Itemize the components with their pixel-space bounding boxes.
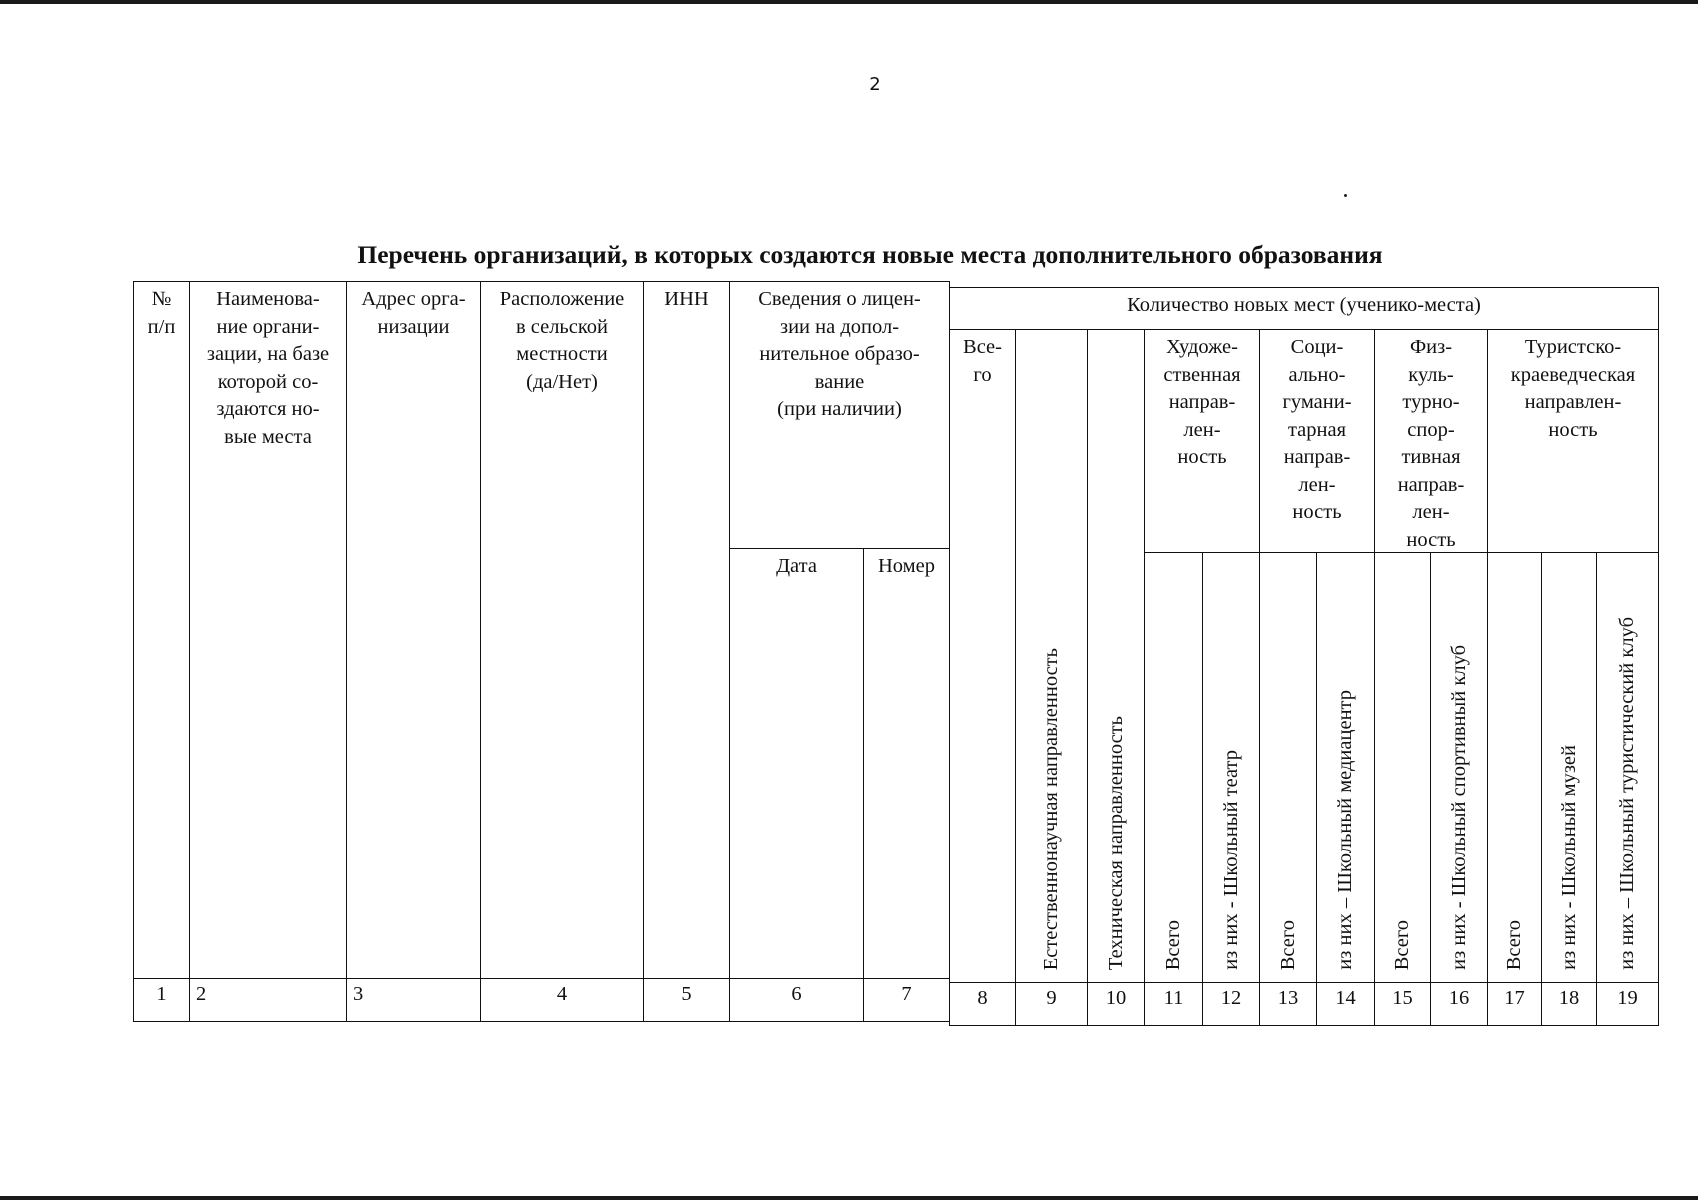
column-number-cell: 1	[133, 978, 190, 1022]
scan-border-top	[0, 0, 1698, 4]
header-cell-artistic-total: Всего	[1144, 552, 1203, 983]
column-number-cell: 2	[189, 978, 347, 1022]
column-number-cell: 6	[729, 978, 864, 1022]
page-number: 2	[869, 74, 881, 95]
column-number-cell: 19	[1596, 982, 1659, 1026]
header-cell-tourism-total: Всего	[1487, 552, 1542, 983]
header-cell-license: Сведения о лицен- зии на допол- нительное образо- вание (при наличии)	[729, 281, 950, 549]
scan-border-bottom	[0, 1196, 1698, 1200]
header-cell-school-museum: из них - Школьный музей	[1541, 552, 1597, 983]
column-number-cell: 4	[480, 978, 644, 1022]
header-cell-school-sport-club: из них - Школьный спортивный клуб	[1430, 552, 1488, 983]
column-number-cell: 18	[1541, 982, 1597, 1026]
header-cell-school-theatre: из них - Школьный театр	[1202, 552, 1260, 983]
column-number-cell: 12	[1202, 982, 1260, 1026]
header-cell-social-total: Всего	[1259, 552, 1317, 983]
header-cell-sport-total: Всего	[1374, 552, 1431, 983]
header-cell-technical: Техническая направленность	[1087, 329, 1145, 983]
column-number-cell: 3	[346, 978, 481, 1022]
header-cell-license-date: Дата	[729, 548, 864, 979]
header-cell-new-places: Количество новых мест (ученико-места)	[949, 287, 1659, 330]
header-cell-rural-location: Расположение в сельской местности (да/Нет)	[480, 281, 644, 979]
header-cell-number: № п/п	[133, 281, 190, 979]
header-cell-school-media-center: из них – Школьный медиацентр	[1316, 552, 1375, 983]
column-number-cell: 11	[1144, 982, 1203, 1026]
column-number-cell: 13	[1259, 982, 1317, 1026]
header-cell-inn: ИНН	[643, 281, 730, 979]
header-cell-total: Все- го	[949, 329, 1016, 983]
column-number-cell: 16	[1430, 982, 1488, 1026]
header-cell-tourism-group: Туристско- краеведческая направлен- ность	[1487, 329, 1659, 553]
column-number-cell: 14	[1316, 982, 1375, 1026]
header-cell-org-address: Адрес орга- низации	[346, 281, 481, 979]
header-cell-org-name: Наименова- ние органи- зации, на базе которой со- здаются но- вые места	[189, 281, 347, 979]
header-cell-social-group: Соци- ально- гумани- тарная направ- лен- ность	[1259, 329, 1375, 553]
header-cell-sport-group: Физ- куль- турно- спор- тивная направ- лен- ность	[1374, 329, 1488, 553]
page-title: Перечень организаций, в которых создаются новые места дополнительного образования	[357, 240, 1383, 269]
column-number-cell: 10	[1087, 982, 1145, 1026]
column-number-cell: 9	[1015, 982, 1088, 1026]
header-cell-license-number: Номер	[863, 548, 950, 979]
column-number-cell: 5	[643, 978, 730, 1022]
header-cell-artistic-group: Художе- ственная направ- лен- ность	[1144, 329, 1260, 553]
scan-speck	[1344, 194, 1347, 197]
header-cell-school-tourist-club: из них – Школьный туристический клуб	[1596, 552, 1659, 983]
column-number-cell: 8	[949, 982, 1016, 1026]
column-number-cell: 15	[1374, 982, 1431, 1026]
header-cell-natural-science: Естественнонаучная направленность	[1015, 329, 1088, 983]
column-number-cell: 7	[863, 978, 950, 1022]
column-number-cell: 17	[1487, 982, 1542, 1026]
